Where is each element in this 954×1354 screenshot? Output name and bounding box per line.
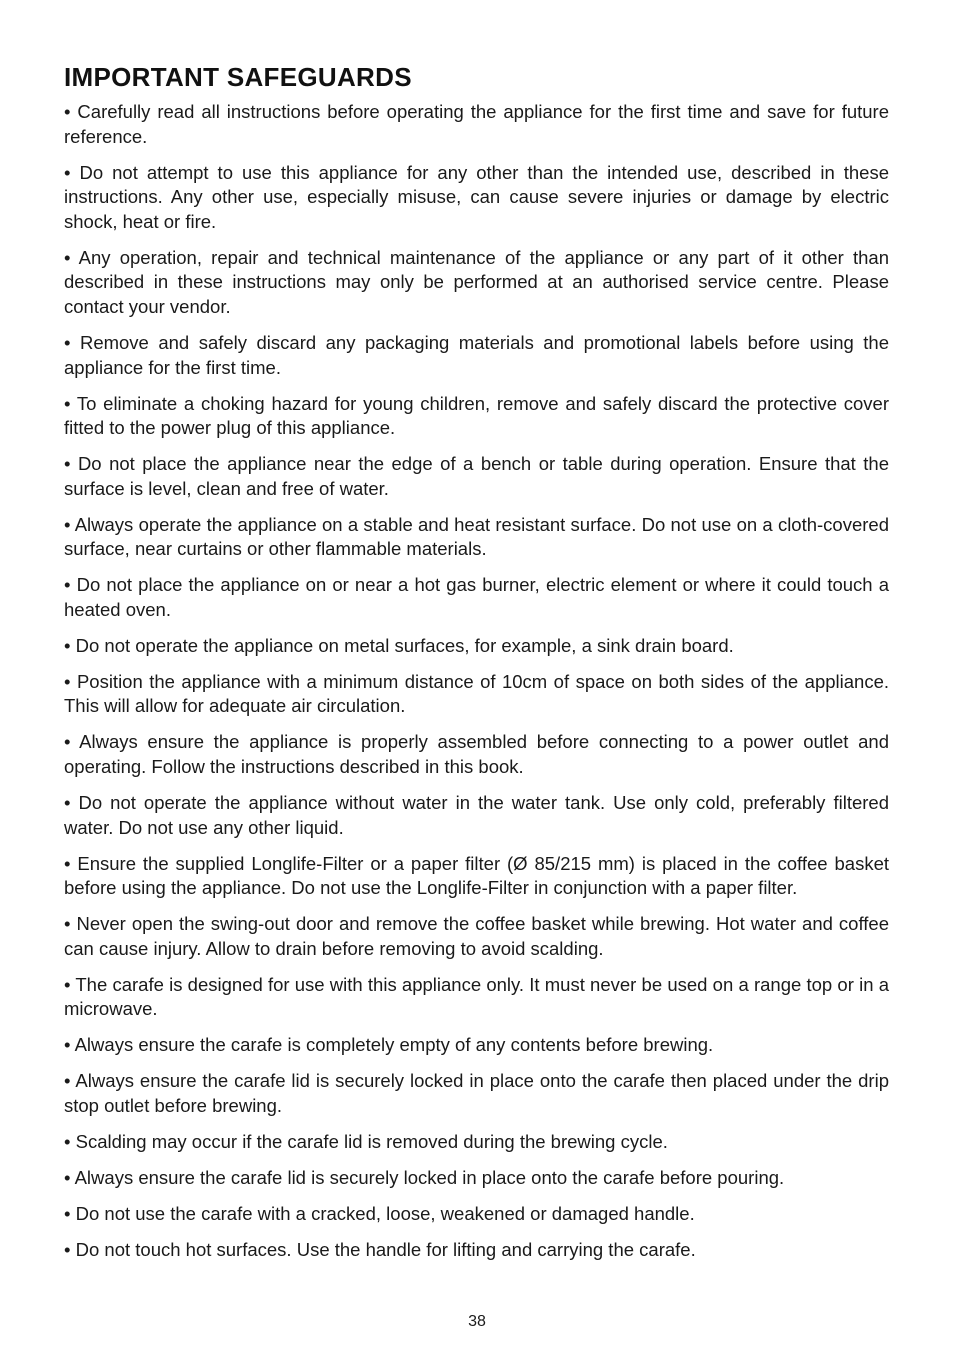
document-page xyxy=(64,60,889,1274)
safeguard-item: • Remove and safely discard any packaging materials and promotional labels before using the appliance for the first time. xyxy=(64,331,889,378)
safeguard-item: • Always ensure the carafe is completely empty of any contents before brewing. xyxy=(64,1034,714,1056)
safeguard-item: • Do not place the appliance on or near a hot gas burner, electric element or where it could touch a heated oven. xyxy=(64,574,889,620)
safeguard-item: • Ensure the supplied Longlife-Filter or a paper filter (Ø 85/215 mm) is placed in the coffee basket before using the appliance. Do not use the Longlife-Filter in conjunction with a paper filter. xyxy=(64,852,889,899)
safeguard-item: • Scalding may occur if the carafe lid is removed during the brewing cycle. xyxy=(64,1130,668,1152)
safeguard-item: • The carafe is designed for use with this appliance only. It must never be used on a range top or in a microwave. xyxy=(64,973,889,1020)
page-title: IMPORTANT SAFEGUARDS xyxy=(64,62,412,92)
safeguard-item: • Do not use the carafe with a cracked, loose, weakened or damaged handle. xyxy=(64,1202,695,1224)
safeguard-item: • Always ensure the appliance is properly assembled before connecting to a power outlet and operating. Follow the instructions described in this book. xyxy=(64,731,889,777)
safeguard-item: • Position the appliance with a minimum distance of 10cm of space on both sides of the appliance. This will allow for adequate air circulation. xyxy=(64,670,889,717)
safeguard-item: • Always ensure the carafe lid is securely locked in place onto the carafe then placed under the drip stop outlet before brewing. xyxy=(64,1070,889,1116)
safeguard-item: • Any operation, repair and technical maintenance of the appliance or any part of it other than described in these instructions may only be performed at an authorised service centre. Please contact your vendor. xyxy=(64,246,889,317)
safeguard-item: • Always ensure the carafe lid is securely locked in place onto the carafe before pouring. xyxy=(64,1166,785,1188)
safeguard-item: • Do not attempt to use this appliance for any other than the intended use, described in these instructions. Any other use, especially misuse, can cause severe injuries or damage by electric shock, heat or fire. xyxy=(64,161,889,232)
page-number: 38 xyxy=(468,1313,486,1330)
safeguard-item: • Carefully read all instructions before operating the appliance for the first time and save for future reference. xyxy=(64,101,889,147)
safeguard-item: • To eliminate a choking hazard for young children, remove and safely discard the protective cover fitted to the power plug of this appliance. xyxy=(64,392,889,439)
safeguard-item: • Always operate the appliance on a stable and heat resistant surface. Do not use on a cloth-covered surface, near curtains or other flammable materials. xyxy=(64,513,889,560)
safeguard-item: • Do not touch hot surfaces. Use the handle for lifting and carrying the carafe. xyxy=(64,1238,696,1260)
safeguard-item: • Do not place the appliance near the edge of a bench or table during operation. Ensure that the surface is level, clean and free of water. xyxy=(64,453,889,499)
safeguard-item: • Do not operate the appliance on metal surfaces, for example, a sink drain board. xyxy=(64,634,734,656)
safeguards-list xyxy=(64,100,889,1262)
safeguard-item: • Never open the swing-out door and remove the coffee basket while brewing. Hot water and coffee can cause injury. Allow to drain before removing to avoid scalding. xyxy=(64,913,889,959)
safeguard-item: • Do not operate the appliance without water in the water tank. Use only cold, preferably filtered water. Do not use any other liquid. xyxy=(64,791,889,838)
